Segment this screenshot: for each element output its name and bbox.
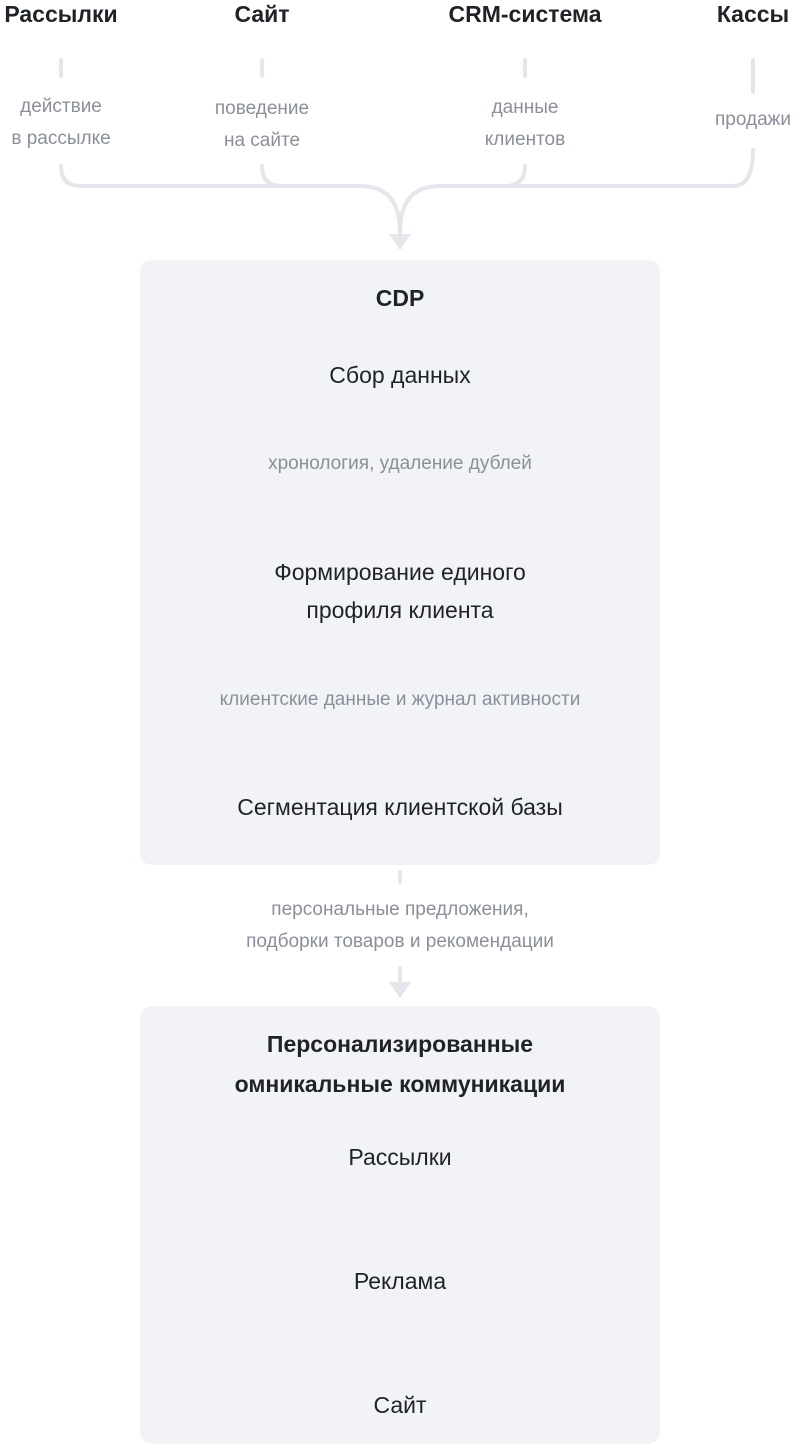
- source-label-crm: данные клиентов: [484, 97, 566, 150]
- source-title-rassylki: Рассылки: [4, 1, 118, 27]
- comms-title: Персонализированные омникальные коммуникации: [234, 1031, 566, 1097]
- source-label-sait: поведение на сайте: [214, 98, 310, 151]
- cdp-note-activity: клиентские данные и журнал активности: [219, 689, 581, 710]
- arrow-down-icon: [389, 982, 411, 998]
- cdp-note-dedupe: хронология, удаление дублей: [268, 453, 532, 474]
- cdp-box: [140, 260, 660, 865]
- merge-line-sait: [262, 166, 360, 186]
- channel-reklama: Реклама: [353, 1268, 447, 1294]
- cdp-step-segmentation: Сегментация клиентской базы: [237, 794, 563, 820]
- cdp-step-collect: Сбор данных: [329, 362, 471, 388]
- cdp-step-profile: Формирование единого профиля клиента: [274, 559, 526, 623]
- comms-box: [140, 1006, 660, 1444]
- cdp-title: CDP: [375, 285, 425, 311]
- arrow-down-icon: [389, 234, 411, 250]
- source-label-rassylki: действие в рассылке: [11, 96, 111, 149]
- channel-sait: Сайт: [373, 1392, 427, 1418]
- source-title-sait: Сайт: [234, 1, 290, 27]
- source-title-kassy: Кассы: [716, 1, 790, 27]
- merge-line-rassylki: [61, 166, 400, 232]
- merge-line-crm: [400, 166, 525, 232]
- source-title-crm: CRM-система: [448, 1, 602, 27]
- offers-note: персональные предложения, подборки товаров и рекомендации: [246, 899, 554, 952]
- channel-rassylki: Рассылки: [348, 1144, 452, 1170]
- source-label-kassy: продажи: [715, 109, 791, 130]
